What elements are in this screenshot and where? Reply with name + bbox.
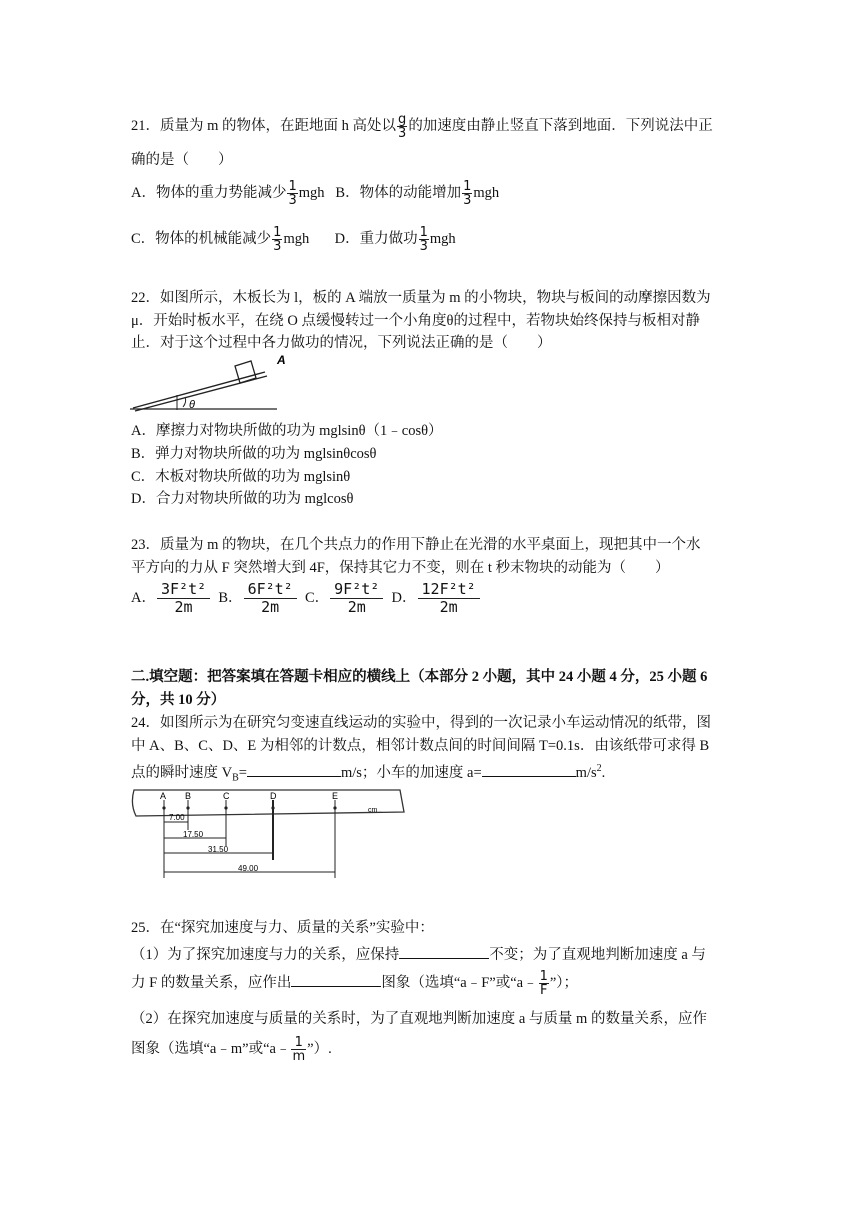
tape-point-d: D <box>270 791 277 801</box>
q23-option-a: A． $\frac{\text{3F²t²}}{2m}$ <box>131 590 211 606</box>
q21-option-c: C．物体的机械能减少 $\frac{1}{3}$ mgh <box>131 225 310 254</box>
distance-ac: 17.50 <box>183 830 204 839</box>
q22-option-a: A．摩擦力对物块所做的功为 mglsinθ（1﹣cosθ） <box>131 423 443 439</box>
q21-option-d: D．重力做功 $\frac{1}{3}$ mgh <box>334 225 456 254</box>
q22-stem-line3: 止．对于这个过程中各力做功的情况，下列说法正确的是（ ） <box>131 335 552 351</box>
g-over-3-fraction: $\frac{g}{3}$ <box>398 112 407 141</box>
inclined-board-figure <box>125 352 295 414</box>
tape-point-a: A <box>160 791 167 801</box>
tape-point-b: B <box>185 791 192 801</box>
q22-option-d: D．合力对物块所做的功为 mglcosθ <box>131 491 354 507</box>
q22-option-c: C．木板对物块所做的功为 mglsinθ <box>131 469 351 485</box>
q24-stem-line1: 24．如图所示为在研究匀变速直线运动的实验中，得到的一次记录小车运动情况的纸带，图 <box>131 715 711 731</box>
point-a-label: A <box>277 353 286 367</box>
tape-unit-label: cm <box>368 807 378 814</box>
q25-stem-line4: （2）在探究加速度与质量的关系时，为了直观地判断加速度 a 与质量 m 的数量关系，应作 <box>131 1011 707 1027</box>
q23-option-b: B． $\frac{\text{6F²t²}}{2m}$ <box>218 590 297 606</box>
tape-point-e: E <box>332 791 339 801</box>
q21-option-a: A．物体的重力势能减少 $\frac{1}{3}$ mgh <box>131 179 325 208</box>
q21-text: 21．质量为 m 的物体，在距地面 h 高处以 <box>131 117 397 134</box>
q22-stem-line1: 22．如图所示，木板长为 l，板的 A 端放一质量为 m 的小物块，物块与板间的动摩擦因数为 <box>131 290 711 306</box>
vb-answer-blank[interactable] <box>247 760 341 777</box>
section2-heading-line1: 二.填空题：把答案填在答题卡相应的横线上（本部分 2 小题，其中 24 小题 4 分，25 小题 6 <box>131 669 708 685</box>
distance-ad: 31.50 <box>208 845 229 854</box>
q25-stem-line3: 力 F 的数量关系，应作出 图象（选填“a﹣F”或“a﹣ $\frac{1}{F}$ ”）； <box>131 969 579 999</box>
q23-option-c: C． $\frac{\text{9F²t²}}{2m}$ <box>305 590 384 606</box>
q21-options-cd <box>131 226 456 253</box>
q24-stem-line2: 中 A、B、C、D、E 为相邻的计数点，相邻计数点间的时间间隔 T=0.1s．由该纸带可求得 B <box>131 738 710 754</box>
paper-tape-figure <box>128 786 408 886</box>
q23-options <box>131 580 481 616</box>
theta-label: θ <box>189 399 195 411</box>
q22-stem-line2: μ．开始时板水平，在绕 O 点缓慢转过一个小角度θ的过程中，若物块始终保持与板相对静 <box>131 313 700 329</box>
q21-option-b: B．物体的动能增加 $\frac{1}{3}$ mgh <box>335 179 500 208</box>
q22-option-b: B．弹力对物块所做的功为 mglsinθcosθ <box>131 446 377 462</box>
q21-text: 的加速度由静止竖直下落到地面．下列说法中正 <box>408 117 713 134</box>
q25-blank-1[interactable] <box>399 942 489 959</box>
section2-heading-line2: 分，共 10 分） <box>131 692 226 708</box>
q21-stem-line2: 确的是（ ） <box>131 152 233 168</box>
q21-options-ab <box>131 180 499 207</box>
q21-stem-line1 <box>131 113 713 140</box>
q23-stem-line1: 23．质量为 m 的物块，在几个共点力的作用下静止在光滑的水平桌面上，现把其中一个水 <box>131 537 701 553</box>
q25-stem-line5: 图象（选填“a﹣m”或“a﹣ $\frac{1}{m}$ ”）. <box>131 1035 332 1065</box>
q24-stem-line3: 点的瞬时速度 $V_B= m/s$；小车的加速度 $a= m/s^2$. <box>131 759 605 789</box>
tape-point-c: C <box>223 791 230 801</box>
q25-stem-line1: 25．在“探究加速度与力、质量的关系”实验中： <box>131 920 434 936</box>
acceleration-answer-blank[interactable] <box>482 760 576 777</box>
q23-option-d: D． $\frac{\text{12F²t²}}{2m}$ <box>392 590 481 606</box>
q25-blank-2[interactable] <box>291 970 381 987</box>
q23-stem-line2: 平方向的力从 F 突然增大到 4F，保持其它力不变，则在 t 秒末物块的动能为（ ） <box>131 560 670 576</box>
distance-ae: 49.00 <box>238 864 259 873</box>
distance-ab: 7.00 <box>169 813 185 822</box>
q25-stem-line2: （1）为了探究加速度与力的关系，应保持 不变；为了直观地判断加速度 a 与 <box>131 942 706 965</box>
